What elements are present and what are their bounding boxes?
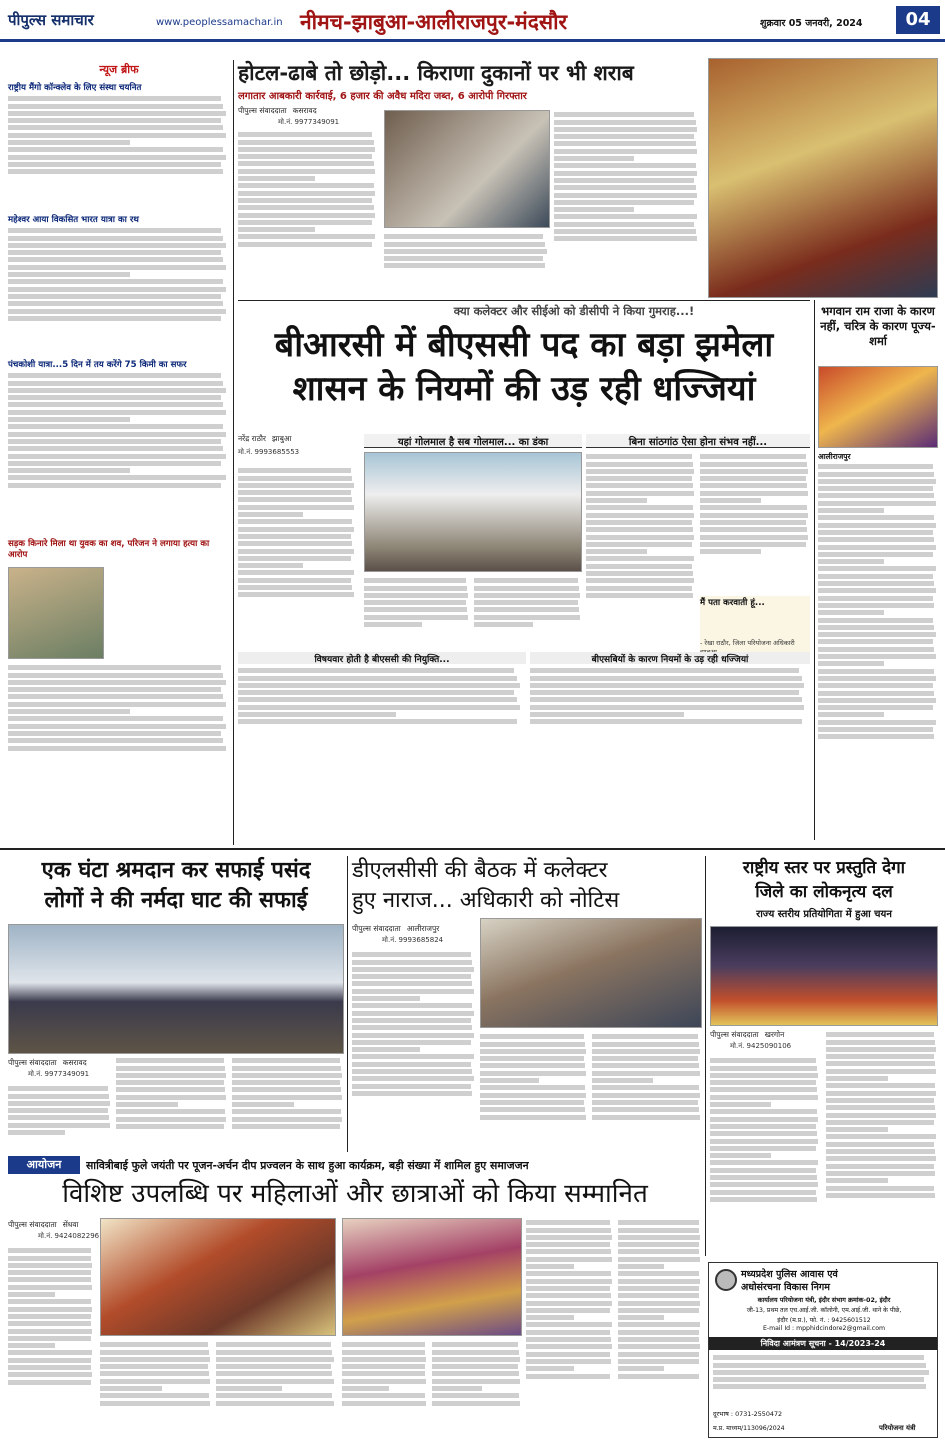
story-dlcc-headline-2: हुए नाराज... अधिकारी को नोटिस [352, 888, 620, 913]
issue-date: शुक्रवार 05 जनवरी, 2024 [760, 18, 863, 29]
story-narmada-headline-1: एक घंटा श्रमदान कर सफाई पसंद [41, 858, 311, 883]
story-ram-place: आलीराजपुर [818, 452, 851, 461]
story-brc-body-5 [700, 452, 810, 592]
story-dlcc-body-3 [592, 1032, 702, 1150]
story-savitribai-body-5 [432, 1340, 522, 1434]
box-golmal [364, 434, 582, 448]
story-savitribai-kicker: सावित्रीबाई फुले जयंती पर पूजन-अर्चन दीप प्रज्वलन के साथ हुआ कार्यक्रम, बड़ी संख्या में शामिल हुए समाजजन [86, 1159, 529, 1172]
story-dlcc-byline [352, 924, 439, 934]
ad-notice-banner: निविदा आमंत्रण सूचना - 14/2023-24 [709, 1337, 937, 1350]
box-bsbiyo-title: बीएसबियों के कारण नियमों के उड़ रही धज्जियां [591, 655, 749, 665]
story-loknritya-byline [710, 1030, 784, 1040]
byline-place: आलीराजपुर [406, 924, 440, 933]
story-liquor-photo-1 [384, 110, 550, 228]
brief-heading-1: राष्ट्रीय मैंगो कॉन्क्लेव के लिए संस्था चयनित [8, 83, 142, 93]
brief-body-2 [8, 226, 230, 354]
box-bsbiyo [530, 652, 810, 664]
byline-mobile: मो.नं. 9977349091 [28, 1070, 90, 1078]
news-brief-column [8, 62, 230, 847]
story-ram [818, 304, 938, 839]
story-brc-byline [238, 434, 292, 444]
story-ram-photo [818, 366, 938, 448]
story-brc-body-7 [530, 666, 810, 746]
story-liquor-subheadline: लगातार आबकारी कार्रवाई, 6 हजार की अवैध मदिरा जब्त, 6 आरोपी गिरफ्तार [238, 91, 527, 102]
brief-body-1 [8, 94, 230, 209]
byline-mobile: मो.नं. 9993685553 [238, 448, 300, 456]
byline-mobile: मो.नं. 9977349091 [278, 118, 340, 126]
story-brc-body-1 [238, 466, 356, 646]
byline-name: पीपुल्स संवाददाता [8, 1058, 57, 1067]
story-narmada-body-3 [232, 1056, 344, 1156]
byline-place: कसरावद [62, 1058, 87, 1067]
story-loknritya-headline-2: जिले का लोकनृत्य दल [755, 882, 893, 902]
story-liquor-photo-2 [708, 58, 938, 298]
story-brc-body-3 [474, 576, 582, 646]
story-dlcc-body-1 [352, 950, 476, 1150]
byline-name: नरेंद्र राठौर [238, 434, 266, 443]
story-rule [238, 300, 810, 301]
story-brc-kicker: क्या कलेक्टर और सीईओ को डीसीपी ने किया गुमराह...! [453, 304, 695, 318]
story-ram-body [818, 462, 938, 834]
ad-office: कार्यालय परियोजना यंत्री, इंदौर संभाग क्रमांक-02, इंदौर [757, 1296, 891, 1304]
story-savitribai-body-2 [100, 1340, 212, 1434]
brief-body-4 [8, 663, 230, 783]
story-savitribai-headline: विशिष्ट उपलब्धि पर महिलाओं और छात्राओं को किया सम्मानित [62, 1179, 648, 1209]
story-narmada-photo [8, 924, 344, 1054]
story-dlcc [352, 856, 702, 1152]
masthead [0, 0, 945, 42]
story-savitribai-photo-2 [342, 1218, 522, 1336]
column-rule [233, 60, 234, 845]
story-brc-body-6 [238, 666, 526, 746]
tender-ad [708, 1262, 938, 1438]
box-vishay-title: विषयवार होती है बीएससी की नियुक्ति... [314, 655, 450, 665]
story-liquor-body-b [384, 232, 550, 288]
brief-body-3 [8, 371, 230, 533]
box-patakarwati [700, 596, 810, 656]
story-savitribai-body-7 [618, 1218, 702, 1434]
byline-name: पीपुल्स संवाददाता [710, 1030, 759, 1039]
box-vishay [238, 652, 526, 664]
ad-sign: परियोजना यंत्री [879, 1424, 916, 1432]
box-golmal-title: यहां गोलमाल है सब गोलमाल... का डंका [397, 437, 549, 448]
byline-mobile: मो.नं. 9425090106 [730, 1042, 792, 1050]
box-sathganth-title: बिना सांठगांठ ऐसा होना संभव नहीं... [628, 437, 768, 448]
story-dlcc-body-2 [480, 1032, 588, 1150]
ad-body [713, 1353, 933, 1405]
news-brief-title: न्यूज ब्रीफ [99, 63, 139, 76]
story-loknritya-body-2 [826, 1030, 938, 1256]
column-rule [347, 856, 348, 1152]
byline-place: खरगोन [764, 1030, 785, 1039]
column-rule [814, 300, 815, 840]
story-savitribai-body-4 [342, 1340, 428, 1434]
story-liquor-byline [238, 106, 317, 116]
byline-mobile: मो.नं. 9424082296 [38, 1232, 100, 1240]
ad-email[interactable]: E-mail Id : mpphidcindore2@gmail.com [762, 1325, 886, 1332]
story-loknritya-headline-1: राष्ट्रीय स्तर पर प्रस्तुति देगा [742, 858, 906, 878]
brief-heading-4: सड़क किनारे मिला था युवक का शव, परिजन ने लगाया हत्या का आरोप [8, 539, 210, 560]
story-brc-headline-1: बीआरसी में बीएससी पद का बड़ा झमेला [274, 325, 774, 365]
ad-ref: म.प्र. माध्यम/113096/2024 [713, 1425, 785, 1432]
site-url[interactable]: www.peoplessamachar.in [156, 17, 283, 28]
box-patakarwati-quote: - रेखा राठौर, जिला परियोजना अधिकारी [700, 639, 795, 647]
byline-mobile: मो.नं. 9993685824 [382, 936, 444, 944]
brief-heading-2: महेश्वर आया विकसित भारत यात्रा का रथ [8, 215, 139, 225]
story-dlcc-headline-1: डीएलसीसी की बैठक में कलेक्टर [352, 858, 608, 883]
story-brc-body-4 [586, 452, 696, 646]
story-savitribai-body-3 [216, 1340, 336, 1434]
ad-phone: दूरभाष : 0731-2550472 [713, 1410, 783, 1418]
byline-place: कसरावद [292, 106, 317, 115]
story-liquor [238, 60, 700, 292]
story-savitribai [8, 1156, 702, 1438]
story-loknritya [710, 856, 938, 1256]
story-savitribai-body-6 [526, 1218, 614, 1434]
story-narmada-body-2 [116, 1056, 228, 1156]
story-liquor-body-c [554, 110, 700, 288]
story-brc [238, 304, 810, 834]
region-title: नीमच-झाबुआ-आलीराजपुर-मंदसौर [300, 10, 568, 34]
box-patakarwati-title: मैं पता करवाती हूं... [700, 598, 765, 608]
emblem-icon [715, 1269, 737, 1291]
story-narmada-headline-2: लोगों ने की नर्मदा घाट की सफाई [44, 888, 308, 913]
story-brc-body-2 [364, 576, 470, 646]
story-savitribai-byline [8, 1220, 79, 1230]
story-loknritya-photo [710, 926, 938, 1026]
byline-name: पीपुल्स संवाददाता [238, 106, 287, 115]
ad-address: जी-13, प्रथम तल एच.आई.जी. कॉलोनी, एम.आई.जी. थाने के पीछे, [746, 1307, 902, 1314]
story-savitribai-tag: आयोजन [8, 1156, 80, 1174]
story-loknritya-subheadline: राज्य स्तरीय प्रतियोगिता में हुआ चयन [756, 909, 892, 920]
page-number: 04 [896, 6, 940, 34]
story-dlcc-photo [480, 918, 702, 1028]
logo-text: पीपुल्स समाचार [8, 11, 94, 29]
story-loknritya-body-1 [710, 1056, 820, 1256]
story-liquor-body-a [238, 130, 378, 288]
story-narmada-byline [8, 1058, 87, 1068]
column-rule [705, 856, 706, 1256]
ad-city: इंदौर (म.प्र.), फो. नं. : 9425601512 [777, 1317, 871, 1324]
byline-place: सेंधवा [62, 1220, 79, 1229]
story-savitribai-body-1 [8, 1246, 94, 1432]
byline-name: पीपुल्स संवाददाता [352, 924, 401, 933]
story-liquor-headline: होटल-ढाबे तो छोड़ो... किराणा दुकानों पर भी शराब [238, 61, 634, 85]
ad-title-1: मध्यप्रदेश पुलिस आवास एवं [741, 1269, 838, 1280]
story-brc-photo [364, 452, 582, 572]
brief-heading-3: पंचकोशी यात्रा...5 दिन में तय करेंगे 75 किमी का सफर [8, 360, 187, 370]
band-rule [0, 848, 945, 850]
logo [8, 10, 94, 30]
box-sathganth [586, 434, 810, 448]
story-narmada-body-1 [8, 1084, 112, 1156]
story-savitribai-photo-1 [100, 1218, 336, 1336]
byline-place: झाबुआ [271, 434, 292, 443]
story-brc-headline-2: शासन के नियमों की उड़ रही धज्जियां [292, 369, 756, 409]
ad-title-2: अधोसंरचना विकास निगम [741, 1282, 830, 1293]
byline-name: पीपुल्स संवाददाता [8, 1220, 57, 1229]
story-ram-headline: भगवान राम राजा के कारण नहीं, चरित्र के कारण पूज्य- शर्मा [820, 304, 936, 348]
brief-photo [8, 567, 104, 659]
